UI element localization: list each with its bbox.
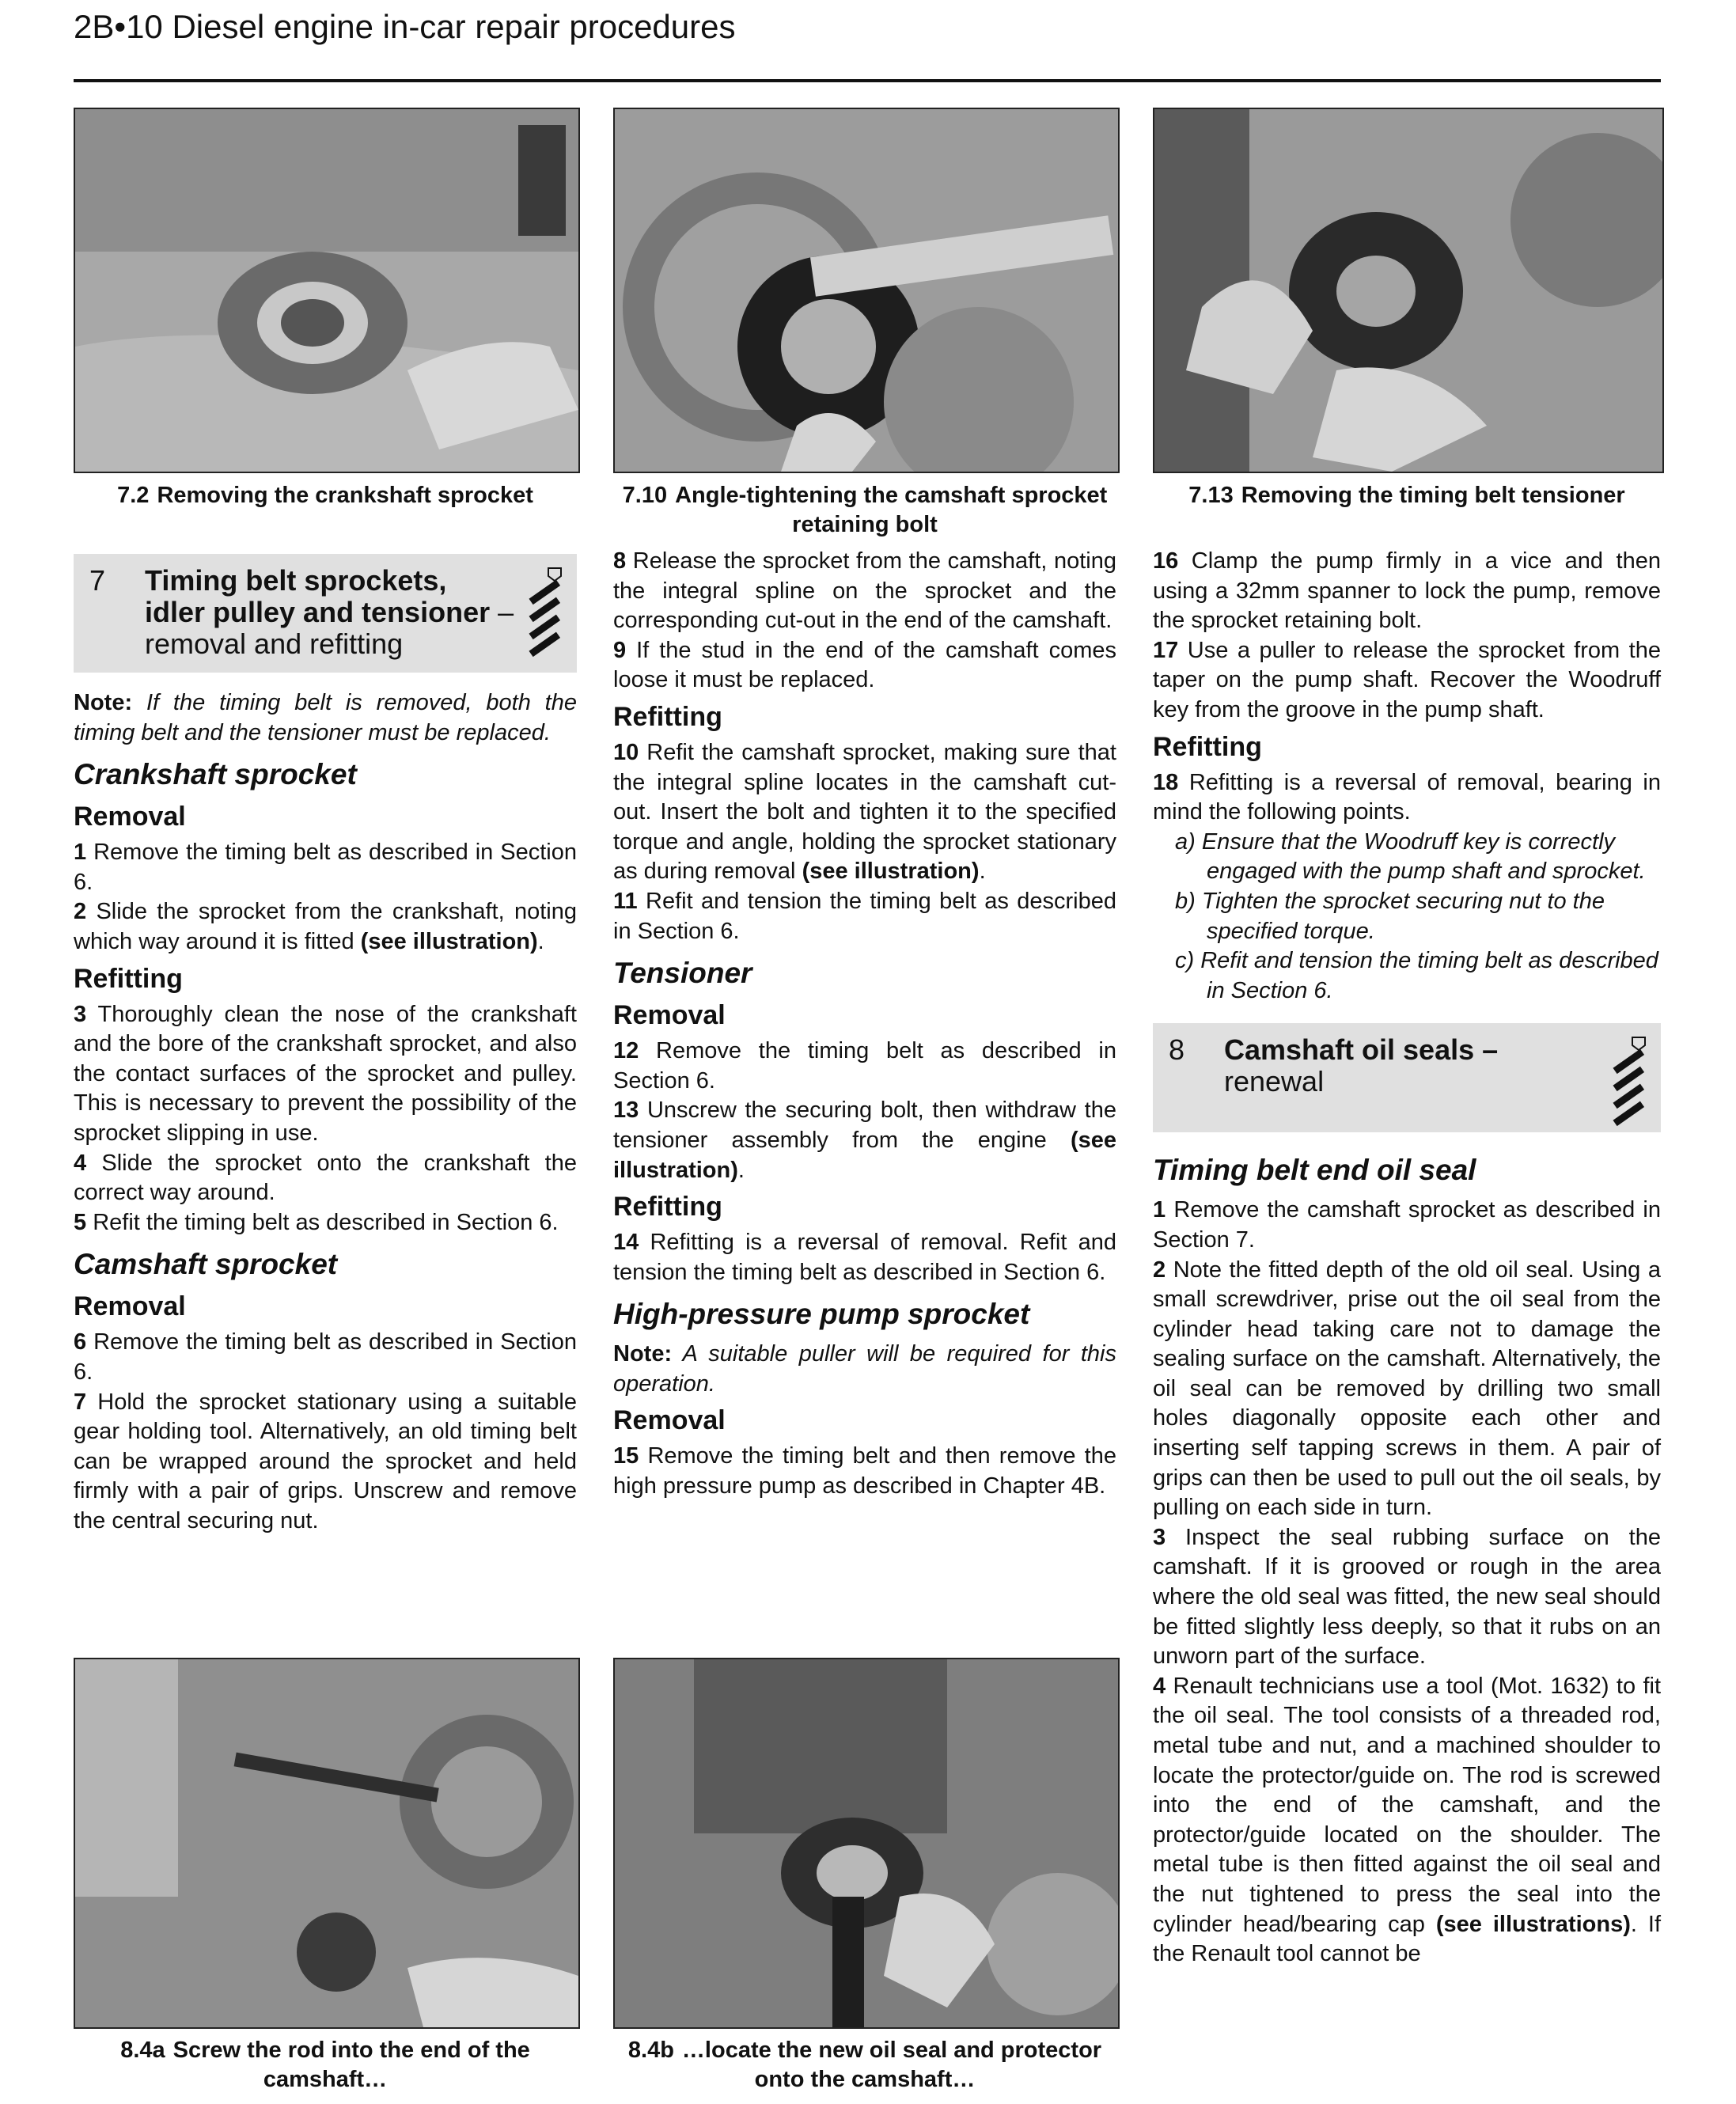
photo-oil-seal: [613, 1658, 1120, 2029]
oil-seal-protector-photo-icon: [615, 1659, 1118, 2027]
paragraph: [74, 1149, 577, 1208]
crankshaft-sprocket-photo-icon: [75, 109, 578, 472]
paragraph: [1153, 1256, 1661, 1523]
caption-text: Angle-tightening the camshaft sprocket retaining bolt: [675, 483, 1108, 537]
note-label: Note:: [74, 690, 133, 715]
section-number: 7: [89, 564, 106, 597]
note-text: A suitable puller will be required for this operation.: [613, 1341, 1116, 1397]
page-header: 2B•10 Diesel engine in-car repair procedures: [74, 8, 736, 45]
subheading-removal: Removal: [74, 802, 186, 832]
heading-crankshaft-sprocket: Crankshaft sprocket: [74, 758, 357, 791]
photo-caption: [613, 2036, 1116, 2095]
column-2: [613, 547, 1116, 1502]
subheading-removal: Removal: [613, 1405, 726, 1436]
step-text: Refitting is a reversal of removal. Refit and tension the timing belt as described in Section 6.: [613, 1230, 1116, 1285]
photo-tensioner: [1153, 108, 1664, 473]
list-item: a) Ensure that the Woodruff key is correctly engaged with the pump shaft and sprocket.: [1175, 828, 1646, 885]
section-title: [145, 597, 561, 628]
photo-crankshaft-sprocket: [74, 108, 580, 473]
step-number: 9: [613, 637, 627, 663]
section-dash: –: [1474, 1033, 1499, 1067]
refitting-points-list: [1153, 828, 1661, 1007]
step-text: Slide the sprocket from the crankshaft, noting which way around it is fitted: [74, 899, 577, 954]
step-text: Refitting is a reversal of removal, bearing in mind the following points.: [1153, 769, 1661, 825]
camshaft-rod-photo-icon: [75, 1659, 578, 2027]
caption-number: 8.4a: [120, 2038, 165, 2063]
tensioner-removal-photo-icon: [1154, 109, 1662, 472]
step-number: 13: [613, 1097, 639, 1124]
list-item: c) Refit and tension the timing belt as described in Section 6.: [1175, 948, 1658, 1003]
paragraph: [1153, 547, 1661, 636]
caption-number: 7.13: [1188, 483, 1234, 508]
difficulty-4-spanners-icon: [1609, 1034, 1648, 1137]
photo-caption: [613, 481, 1116, 540]
step-number: 15: [613, 1443, 639, 1469]
step-number: 12: [613, 1038, 639, 1064]
step-text: Remove the timing belt as described in Section 6.: [74, 840, 577, 895]
heading-camshaft-sprocket: Camshaft sprocket: [74, 1248, 338, 1281]
paragraph: [74, 1388, 577, 1537]
camshaft-angle-gauge-photo-icon: [615, 109, 1118, 472]
step-text: Release the sprocket from the camshaft, noting the integral spline on the sprocket and the corresponding cut-out in the end of the camshaft.: [613, 548, 1116, 634]
caption-text: …locate the new oil seal and protector onto the camshaft…: [681, 2038, 1102, 2092]
step-text: Remove the timing belt and then remove the high pressure pump as described in Chapter 4B.: [613, 1443, 1116, 1499]
step-number: 8: [613, 548, 627, 574]
caption-number: 7.10: [622, 483, 668, 508]
step-text: Use a puller to release the sprocket from the taper on the pump shaft. Recover the Woodruff key from the groove in the pump shaft.: [1153, 637, 1661, 722]
subheading-refitting: Refitting: [613, 1192, 722, 1223]
paragraph: [613, 547, 1116, 636]
step-text-end: .: [979, 859, 986, 885]
note: [74, 688, 577, 748]
step-text: Clamp the pump firmly in a vice and then using a 32mm spanner to lock the pump, remove the sprocket retaining bolt.: [1153, 548, 1661, 634]
step-text: Renault technicians use a tool (Mot. 1632) to fit the oil seal. The tool consists of a threaded rod, metal tube and nut, and a machined shoulder to locate the protector/guide on. The rod is screwed into the end of the camshaft, and the protector/guide located on the shoulder. The metal tube is then fitted against the oil seal and the nut tightened to press the seal into the cylinder head/bearing cap: [1153, 1673, 1661, 1937]
step-number: 11: [613, 888, 638, 914]
column-1: [74, 554, 577, 1536]
step-number: 2: [1153, 1257, 1166, 1283]
caption-text: Removing the crankshaft sprocket: [157, 483, 533, 508]
subheading-refitting: Refitting: [1153, 731, 1262, 762]
step-text-end: . If the Renault tool cannot be: [1153, 1911, 1661, 1967]
paragraph: [613, 1096, 1116, 1185]
paragraph: [74, 1208, 577, 1238]
step-text-end: .: [737, 1157, 745, 1183]
step-number: 17: [1153, 637, 1179, 663]
note-label: Note:: [613, 1341, 673, 1367]
caption-text: Removing the timing belt tensioner: [1241, 483, 1625, 508]
subheading-removal: Removal: [613, 1000, 726, 1031]
subheading-refitting: Refitting: [74, 963, 183, 994]
photo-caption: [1153, 481, 1661, 510]
see-illustration-ref: (see illustration): [360, 928, 538, 954]
paragraph: [613, 636, 1116, 696]
paragraph: [74, 1000, 577, 1149]
photo-camshaft-rod: [74, 1658, 580, 2029]
step-text: If the stud in the end of the camshaft comes loose it must be replaced.: [613, 637, 1116, 693]
step-text: Hold the sprocket stationary using a suitable gear holding tool. Alternatively, an old timing belt can be wrapped around the sprocket and held firmly with a pair of grips. Unscrew and remove the central securing nut.: [74, 1389, 577, 1533]
step-text: Refit the timing belt as described in Section 6.: [86, 1209, 559, 1235]
step-number: 16: [1153, 548, 1179, 574]
step-number: 1: [1153, 1197, 1166, 1223]
photo-caption: [74, 481, 577, 510]
section-subtitle: removal and refitting: [145, 627, 404, 660]
step-number: 6: [74, 1329, 87, 1355]
section-8-heading: [1153, 1023, 1661, 1132]
paragraph: [613, 887, 1116, 946]
step-text: Note the fitted depth of the old oil seal. Using a small screwdriver, prise out the oil seal from the cylinder head taking care not to damage the sealing surface on the camshaft. Alternatively, the oil seal can be removed by drilling two small holes diagonally opposite each other and inserting self tapping screws in them. A pair of grips can then be used to pull out the oil seals, by pulling on each side in turn.: [1153, 1257, 1661, 1521]
step-number: 3: [1153, 1524, 1166, 1550]
section-title-line: idler pulley and tensioner: [145, 596, 491, 628]
paragraph: [613, 738, 1116, 887]
step-number: 1: [74, 840, 87, 866]
step-number: 7: [74, 1389, 87, 1415]
paragraph: [613, 1037, 1116, 1096]
header-rule: [74, 79, 1661, 82]
step-number: 5: [74, 1209, 87, 1235]
step-number: 2: [74, 899, 87, 925]
subheading-refitting: Refitting: [613, 701, 722, 732]
step-text: Remove the timing belt as described in Section 6.: [74, 1329, 577, 1385]
step-text: Remove the camshaft sprocket as described in Section 7.: [1153, 1197, 1661, 1253]
caption-text: Screw the rod into the end of the camshaft…: [172, 2038, 530, 2092]
step-text: Thoroughly clean the nose of the crankshaft and the bore of the crankshaft sprocket, and also the contact surfaces of the sprocket and pulley. This is necessary to prevent the possibility of the sprocket slipping in use.: [74, 1001, 577, 1146]
note-text: If the timing belt is removed, both the timing belt and the tensioner must be replaced.: [74, 690, 577, 745]
step-text: Remove the timing belt as described in Section 6.: [613, 1038, 1116, 1094]
step-number: 3: [74, 1001, 87, 1027]
difficulty-4-spanners-icon: [525, 565, 564, 668]
caption-number: 8.4b: [627, 2038, 674, 2063]
see-illustration-ref: (see illustrations): [1435, 1911, 1631, 1937]
step-text: Slide the sprocket onto the crankshaft the correct way around.: [74, 1150, 577, 1206]
see-illustration-ref: (see illustration): [802, 859, 980, 885]
photo-caption: [74, 2036, 577, 2095]
paragraph: [1153, 636, 1661, 726]
paragraph: [74, 1328, 577, 1387]
heading-timing-belt-end-oil-seal: Timing belt end oil seal: [1153, 1154, 1476, 1187]
paragraph: [1153, 768, 1661, 828]
step-number: 18: [1153, 769, 1179, 795]
paragraph: [74, 897, 577, 957]
paragraph: [613, 1228, 1116, 1287]
paragraph: [1153, 1672, 1661, 1969]
step-number: 4: [74, 1150, 87, 1176]
heading-high-pressure-pump-sprocket: High-pressure pump sprocket: [613, 1298, 1030, 1331]
column-3: [1153, 547, 1661, 1969]
step-number: 10: [613, 739, 639, 765]
list-item: b) Tighten the sprocket securing nut to the specified torque.: [1175, 888, 1605, 944]
paragraph: [1153, 1523, 1661, 1672]
step-text: Refit and tension the timing belt as described in Section 6.: [613, 888, 1116, 944]
section-number: 8: [1169, 1033, 1185, 1067]
section-dash: –: [490, 596, 514, 628]
step-text: Refit the camshaft sprocket, making sure that the integral spline locates in the camshaft cut-out. Insert the bolt and tighten it to the specified torque and angle, holding the sprocket stationary as during removal: [613, 739, 1116, 885]
section-subtitle: renewal: [1224, 1065, 1325, 1098]
section-7-heading: [74, 554, 577, 673]
subheading-removal: Removal: [74, 1291, 186, 1322]
step-text: Inspect the seal rubbing surface on the camshaft. If it is grooved or rough in the area where the old seal was fitted, the new seal should be fitted slightly less deeply, so that it rubs on an unworn part of the surface.: [1153, 1524, 1661, 1670]
paragraph: [613, 1442, 1116, 1501]
photo-camshaft-angle: [613, 108, 1120, 473]
paragraph: [74, 838, 577, 897]
heading-tensioner: Tensioner: [613, 957, 752, 990]
step-text-end: .: [537, 928, 544, 954]
paragraph: [1153, 1196, 1661, 1255]
section-title: [1224, 1034, 1645, 1066]
caption-number: 7.2: [117, 483, 150, 508]
section-title-line: Camshaft oil seals: [1224, 1033, 1475, 1067]
step-number: 4: [1153, 1673, 1166, 1699]
step-text: Unscrew the securing bolt, then withdraw the tensioner assembly from the engine: [613, 1097, 1116, 1153]
see-illustration-ref: (see illustration): [613, 1127, 1116, 1183]
section-title: Timing belt sprockets,: [145, 564, 447, 597]
note: [613, 1340, 1116, 1399]
step-number: 14: [613, 1230, 639, 1256]
